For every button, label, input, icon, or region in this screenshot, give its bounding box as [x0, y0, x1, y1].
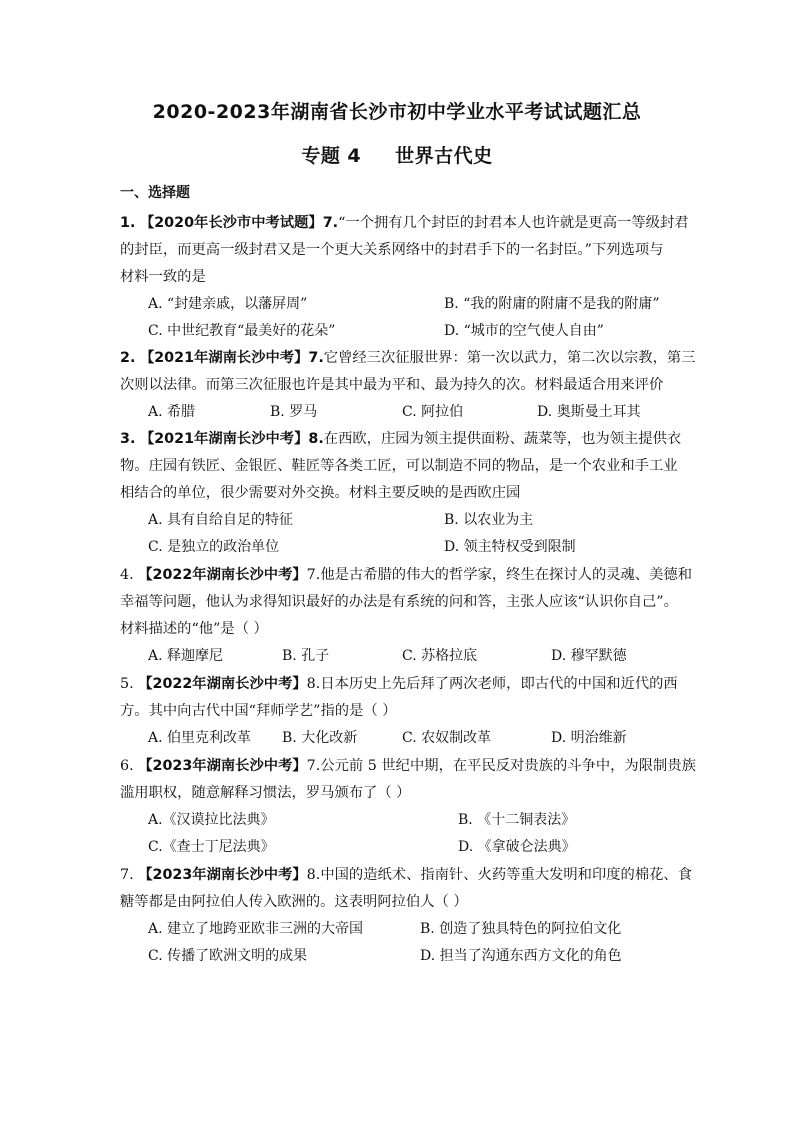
question-7-option-a: A. 建立了地跨亚欧非三洲的大帝国	[148, 921, 364, 937]
question-2-option-c: C. 阿拉伯	[402, 404, 464, 420]
question-7-line-1: 7. 【2023年湖南长沙中考】8.中国的造纸术、指南针、火药等重大发明和印度的棉花、食	[120, 867, 693, 883]
question-1-option-a: A. “封建亲戚，以藩屏周”	[148, 296, 308, 312]
question-2-option-d: D. 奥斯曼土耳其	[537, 404, 641, 420]
question-2-option-a: A. 希腊	[148, 404, 196, 420]
question-3-option-d: D. 领主特权受到限制	[444, 539, 576, 555]
question-1-option-c: C. 中世纪教育“最美好的花朵”	[148, 323, 336, 339]
topic-name: 世界古代史	[395, 145, 493, 167]
question-3-option-a: A. 具有自给自足的特征	[148, 512, 294, 528]
question-6-option-a: A.《汉谟拉比法典》	[148, 812, 275, 828]
question-4-option-d: D. 穆罕默德	[551, 648, 627, 664]
question-6-line-2: 滥用职权，随意解释习惯法，罗马颁布了（ ）	[120, 785, 411, 801]
question-7-option-c: C. 传播了欧洲文明的成果	[148, 948, 308, 964]
question-4-line-1: 4. 【2022年湖南长沙中考】7.他是古希腊的伟大的哲学家，终生在探讨人的灵魂、美德和	[120, 567, 693, 583]
question-4-option-c: C. 苏格拉底	[402, 648, 478, 664]
question-4-line-3: 材料描述的“他”是（ ）	[120, 621, 268, 637]
question-4-line-2: 幸福等问题，他认为求得知识最好的办法是有系统的问和答，主张人应该“认识你自己”。	[120, 594, 678, 610]
section-heading: 一、选择题	[120, 185, 190, 201]
question-1-option-d: D. “城市的空气使人自由”	[444, 323, 604, 339]
question-2-line-2: 次则以法律。而第三次征服也许是其中最为平和、最为持久的次。材料最适合用来评价	[120, 377, 664, 393]
question-3-option-b: B. 以农业为主	[444, 512, 534, 528]
question-3-line-2: 物。庄园有铁匠、金银匠、鞋匠等各类工匠，可以制造不同的物品，是一个农业和手工业	[120, 458, 678, 474]
question-6-option-b: B. 《十二铜表法》	[458, 812, 576, 828]
question-1-line-2: 的封臣，而更高一级封君又是一个更大关系网络中的封君手下的一名封臣。”下列选项与	[120, 242, 664, 258]
question-3-line-1: 3. 【2021年湖南长沙中考】8.在西欧，庄园为领主提供面粉、蔬菜等，也为领主提供衣	[120, 431, 682, 447]
question-5-option-c: C. 农奴制改革	[402, 730, 492, 746]
question-7-option-b: B. 创造了独具特色的阿拉伯文化	[420, 921, 622, 937]
question-6-option-d: D. 《拿破仑法典》	[458, 839, 576, 855]
question-5-line-2: 方。其中向古代中国“拜师学艺”指的是（ ）	[120, 703, 397, 719]
question-2-line-1: 2. 【2021年湖南长沙中考】7.它曾经三次征服世界：第一次以武力，第二次以宗教，第三	[120, 350, 696, 366]
question-5-line-1: 5. 【2022年湖南长沙中考】8.日本历史上先后拜了两次老师，即古代的中国和近代的西	[120, 676, 678, 692]
question-6-line-1: 6. 【2023年湖南长沙中考】7.公元前 5 世纪中期，在平民反对贵族的斗争中，为限制贵族	[120, 758, 696, 774]
question-2-option-b: B. 罗马	[270, 404, 318, 420]
question-3-option-c: C. 是独立的政治单位	[148, 539, 280, 555]
topic-number: 专题 4	[301, 145, 362, 167]
question-6-option-c: C.《查士丁尼法典》	[148, 839, 275, 855]
document-title: 2020-2023年湖南省长沙市初中学业水平考试试题汇总	[152, 101, 642, 123]
question-7-option-d: D. 担当了沟通东西方文化的角色	[420, 948, 622, 964]
question-3-line-3: 相结合的单位，很少需要对外交换。材料主要反映的是西欧庄园	[120, 485, 521, 501]
question-5-option-b: B. 大化改新	[282, 730, 358, 746]
question-5-option-a: A. 伯里克利改革	[148, 730, 252, 746]
question-7-line-2: 糖等都是由阿拉伯人传入欧洲的。这表明阿拉伯人（ ）	[120, 894, 468, 910]
question-1-line-1: 1. 【2020年长沙市中考试题】7.“一个拥有几个封臣的封君本人也许就是更高一等级封君	[120, 215, 689, 231]
question-5-option-d: D. 明治维新	[551, 730, 627, 746]
topic-title	[0, 141, 794, 168]
question-1-line-3: 材料一致的是	[120, 269, 206, 285]
question-4-option-a: A. 释迦摩尼	[148, 648, 224, 664]
question-4-option-b: B. 孔子	[282, 648, 330, 664]
question-1-option-b: B. “我的附庸的附庸不是我的附庸”	[444, 296, 660, 312]
